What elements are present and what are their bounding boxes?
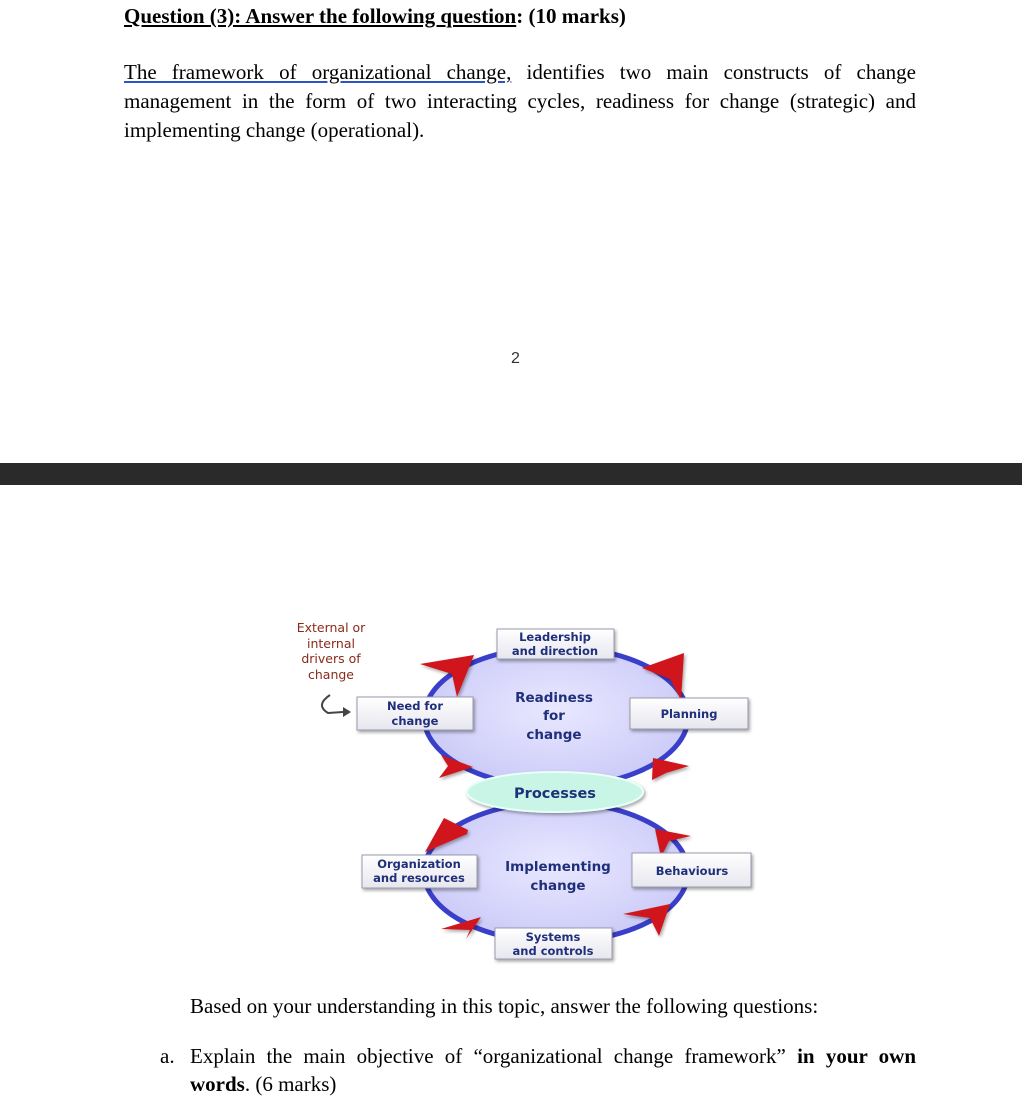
question-a: [160, 1042, 916, 1098]
implementing-line-1: Implementing: [505, 859, 611, 875]
implementing-line-2: change: [530, 878, 586, 894]
question-a-text: [190, 1042, 916, 1098]
drivers-line-2: internal: [307, 636, 355, 651]
question-a-text-after: . (6 marks): [244, 1072, 337, 1096]
readiness-line-1: Readiness: [515, 690, 593, 706]
question-title-main: Question (3): Answer the following question: [124, 4, 517, 28]
question-a-text-before: Explain the main objective of “organizational change framework”: [190, 1044, 798, 1068]
drivers-curved-arrow-icon: [322, 695, 343, 713]
drivers-line-4: change: [307, 667, 355, 682]
question-a-marker: a.: [160, 1044, 175, 1068]
drivers-line-1: External or: [296, 620, 366, 635]
planning-label: Planning: [660, 707, 718, 721]
drivers-line-3: drivers of: [301, 651, 361, 666]
systems-line-1: Systems: [525, 930, 581, 944]
systems-line-2: and controls: [512, 944, 594, 958]
processes-label: Processes: [514, 786, 596, 802]
need-line-1: Need for: [386, 699, 444, 713]
leadership-line-2: and direction: [511, 644, 599, 658]
intro-rest: identifies two main constructs of change management in the form of two interacting cycles, readiness for change (strategic) and implementing change (operational).: [124, 60, 916, 142]
answer-instructions: Based on your understanding in this topic, answer the following questions:: [190, 994, 819, 1018]
need-line-2: change: [391, 714, 439, 728]
behaviours-label: Behaviours: [655, 864, 729, 878]
organization-line-1: Organization: [377, 857, 461, 871]
cycle-arrow-mid-right: [652, 758, 689, 780]
organization-line-2: and resources: [373, 871, 465, 885]
question-a-bold: in your own words: [190, 1044, 916, 1096]
drivers-arrowhead-icon: [343, 707, 351, 717]
question-title-marks: : (10 marks): [516, 4, 626, 28]
page-number: 2: [511, 350, 520, 367]
readiness-line-3: change: [526, 727, 582, 743]
readiness-line-2: for: [543, 708, 565, 724]
intro-linked-phrase: The framework of organizational change,: [124, 60, 512, 84]
drivers-label: [297, 620, 366, 682]
leadership-line-1: Leadership: [519, 630, 591, 644]
